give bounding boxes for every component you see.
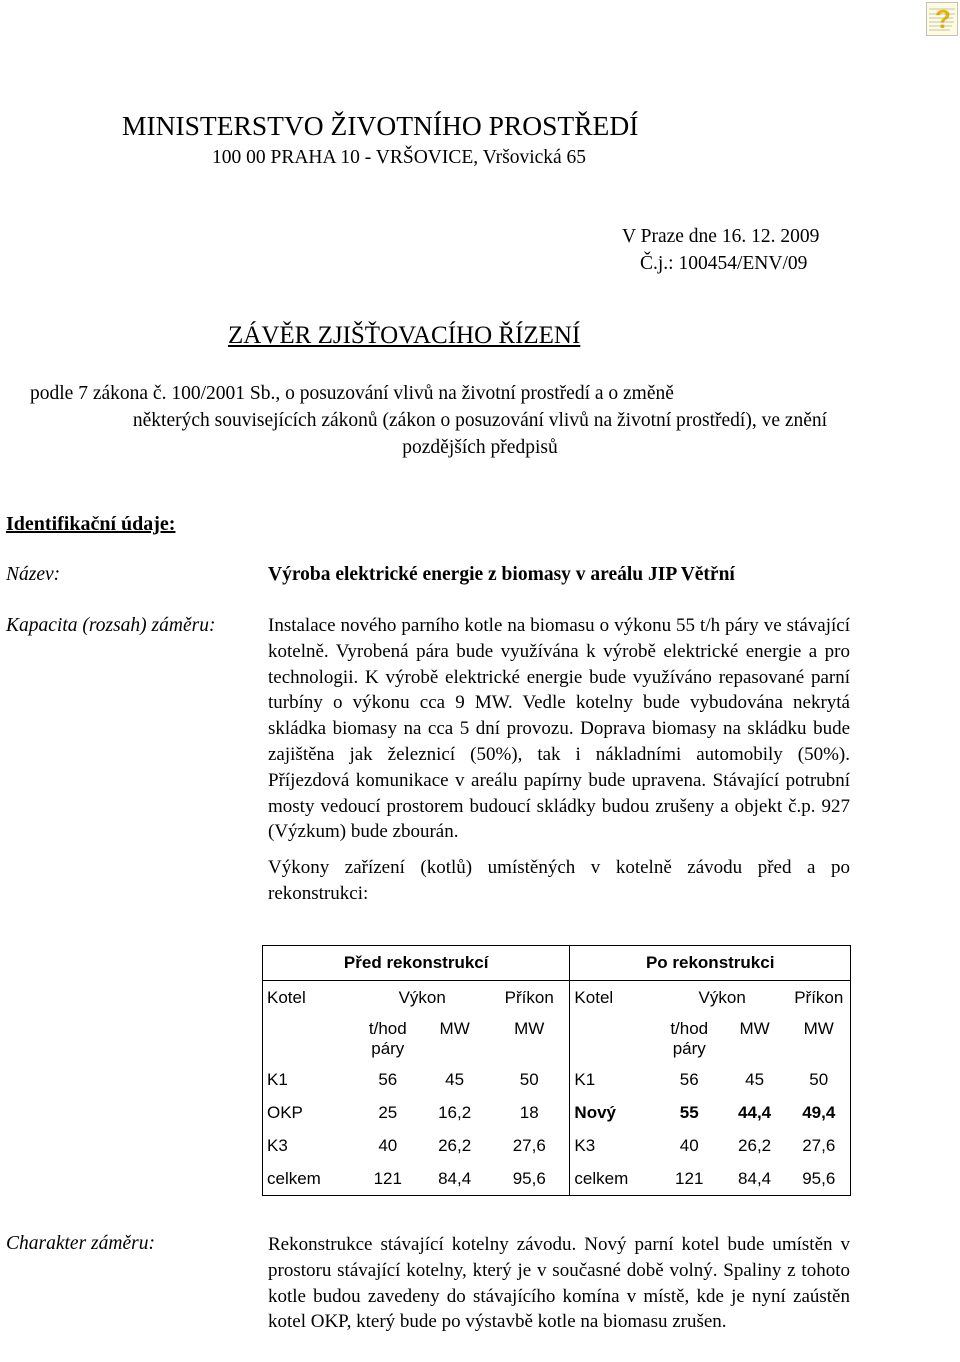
cell-output: 84,4 bbox=[722, 1162, 788, 1196]
cell-input: 50 bbox=[519, 1069, 539, 1089]
identification-heading: Identifikační údaje: bbox=[6, 513, 176, 535]
cell-steam: 55 bbox=[679, 1102, 699, 1122]
project-name: Výroba elektrické energie z biomasy v areálu JIP Větřní bbox=[268, 564, 735, 585]
capacity-table-intro: Výkony zařízení (kotlů) umístěných v kotelně závodu před a po rekonstrukci: bbox=[268, 857, 850, 904]
table-row bbox=[263, 1096, 851, 1129]
legal-basis-line: pozdějších předpisů bbox=[402, 437, 558, 458]
legal-basis bbox=[0, 380, 960, 461]
column-header-input: Příkon bbox=[489, 981, 570, 1016]
cell-boiler: K3 bbox=[263, 1129, 356, 1162]
unit-mw: MW bbox=[739, 1019, 770, 1038]
ministry-address: 100 00 PRAHA 10 - VRŠOVICE, Vršovická 65 bbox=[212, 147, 587, 168]
after-reconstruction-header: Po rekonstrukci bbox=[570, 946, 851, 981]
column-header-input: Příkon bbox=[788, 981, 851, 1016]
document-date: V Praze dne 16. 12. 2009 bbox=[622, 226, 820, 247]
cell-input: 95,6 bbox=[489, 1162, 570, 1196]
cell-steam: 56 bbox=[679, 1069, 699, 1089]
capacity-label: Kapacita (rozsah) záměru: bbox=[6, 615, 216, 636]
unit-mw: MW bbox=[439, 1019, 470, 1038]
column-header-boiler: Kotel bbox=[263, 981, 356, 1016]
boiler-output-table bbox=[262, 945, 851, 1196]
table-row bbox=[263, 1063, 851, 1096]
column-header-output: Výkon bbox=[657, 981, 788, 1016]
unit-mw: MW bbox=[514, 1019, 545, 1038]
column-header-output: Výkon bbox=[355, 981, 489, 1016]
cell-input: 27,6 bbox=[512, 1135, 546, 1155]
capacity-description bbox=[268, 613, 850, 907]
capacity-paragraph: Instalace nového parního kotle na biomasu o výkonu 55 t/h páry ve stávající kotelně. Vyrobená pára bude využívána k výrobě elektrické energie a pro technologii. K výrobě elektrické energie bude využíváno repasované parní turbíny o výkonu cca 9 MW. Vedle kotelny bude vybudována nekrytá skládka biomasy na cca 5 dní provozu. Doprava biomasy na skládku bude zajištěna jak železnicí (50%), tak i nákladními automobily (50%). Příjezdová komunikace v areálu papírny bude upravena. Stávající potrubní mosty vedoucí prostorem budoucí skládky budou zrušeny a objekt č.p. 927 (Výzkum) bude zbourán. bbox=[268, 615, 850, 843]
cell-output: 16,2 bbox=[438, 1102, 472, 1122]
cell-input: 18 bbox=[519, 1102, 539, 1122]
cell-steam: 56 bbox=[378, 1069, 398, 1089]
unit-mw: MW bbox=[788, 1015, 851, 1063]
cell-input: 27,6 bbox=[788, 1129, 851, 1162]
character-description: Rekonstrukce stávající kotelny závodu. Nový parní kotel bude umístěn v prostoru stávající kotelny, který je v současné době volný. Spaliny z tohoto kotle budou zavedeny do stávajícího komína v místě, kde je nyní zaústěn kotel OKP, který bude po výstavbě kotle na biomasu zrušen. bbox=[268, 1234, 850, 1333]
unit-steam: t/hod páry bbox=[670, 1019, 709, 1058]
table-row bbox=[263, 1162, 851, 1196]
cell-boiler: K3 bbox=[570, 1129, 657, 1162]
cell-output: 44,4 bbox=[738, 1102, 772, 1122]
cell-steam: 121 bbox=[657, 1162, 722, 1196]
document-title: ZÁVĚR ZJIŠŤOVACÍHO ŘÍZENÍ bbox=[228, 322, 581, 349]
svg-text:?: ? bbox=[935, 4, 951, 34]
unit-steam: t/hod páry bbox=[368, 1019, 407, 1058]
cell-boiler: Nový bbox=[570, 1096, 657, 1129]
reference-number: Č.j.: 100454/ENV/09 bbox=[640, 253, 808, 274]
character-label: Charakter záměru: bbox=[6, 1233, 155, 1254]
cell-output: 45 bbox=[745, 1069, 765, 1089]
cell-boiler: K1 bbox=[570, 1063, 657, 1096]
cell-boiler: celkem bbox=[570, 1162, 657, 1196]
column-header-boiler: Kotel bbox=[570, 981, 657, 1016]
cell-boiler: celkem bbox=[263, 1162, 356, 1196]
cell-steam: 40 bbox=[679, 1135, 699, 1155]
cell-output: 45 bbox=[445, 1069, 465, 1089]
cell-output: 26,2 bbox=[438, 1135, 472, 1155]
cell-output: 26,2 bbox=[738, 1135, 772, 1155]
cell-boiler: OKP bbox=[263, 1096, 356, 1129]
cell-steam: 40 bbox=[378, 1135, 398, 1155]
legal-basis-line: některých souvisejících zákonů (zákon o posuzování vlivů na životní prostředí), ve znění bbox=[132, 410, 828, 431]
table-row bbox=[263, 1129, 851, 1162]
name-label: Název: bbox=[6, 564, 61, 585]
cell-steam: 25 bbox=[378, 1102, 398, 1122]
cell-boiler: K1 bbox=[263, 1063, 356, 1096]
cell-output: 84,4 bbox=[420, 1162, 489, 1196]
cell-steam: 121 bbox=[355, 1162, 420, 1196]
ministry-name: MINISTERSTVO ŽIVOTNÍHO PROSTŘEDÍ bbox=[122, 110, 639, 141]
before-reconstruction-header: Před rekonstrukcí bbox=[263, 946, 570, 981]
legal-basis-line: podle 7 zákona č. 100/2001 Sb., o posuzování vlivů na životní prostředí a o změně bbox=[30, 383, 674, 404]
cell-input: 95,6 bbox=[788, 1162, 851, 1196]
cell-input: 49,4 bbox=[788, 1096, 851, 1129]
digital-signature-stamp-icon[interactable] bbox=[926, 2, 958, 36]
cell-input: 50 bbox=[788, 1063, 851, 1096]
